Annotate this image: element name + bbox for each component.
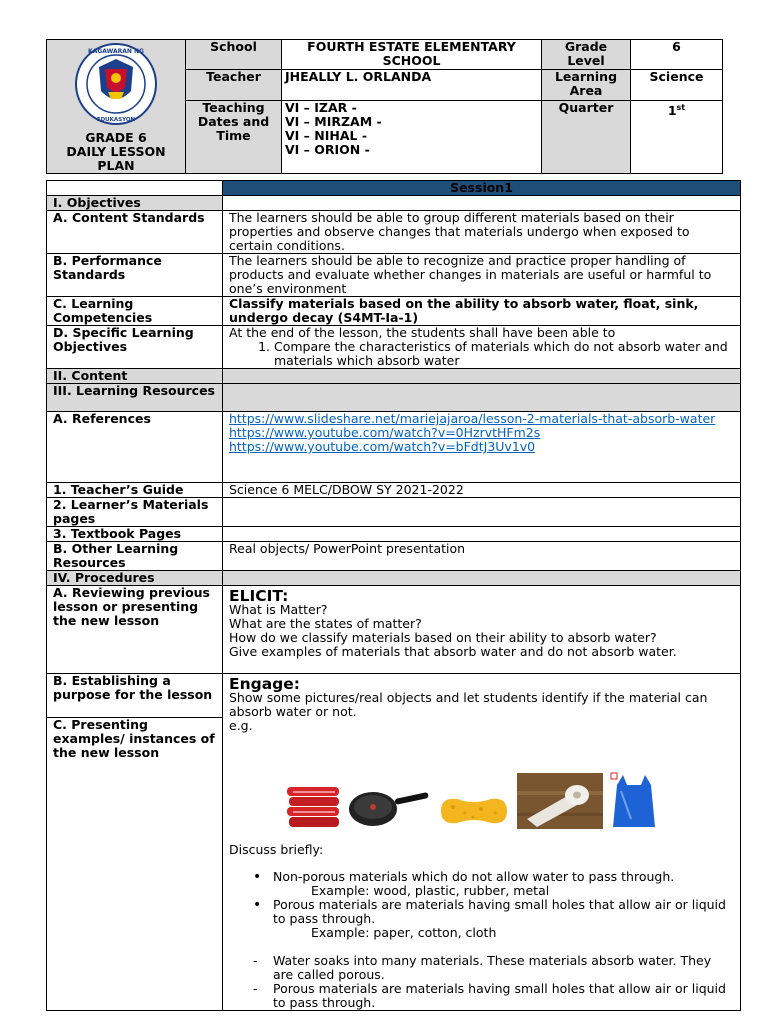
dash-item: - Water soaks into many materials. These materials absorb water. They are called porous. — [273, 954, 734, 982]
presenting-label: C. Presenting examples/ instances of the new lesson — [47, 718, 223, 1011]
quarter-number: 1 — [667, 102, 677, 118]
dash-item: - Porous materials are materials having small holes that allow air or liquid to pass through. — [273, 982, 734, 1010]
procedures-empty — [223, 571, 741, 586]
deped-seal-icon — [75, 43, 157, 125]
specific-objectives-intro: At the end of the lesson, the students shall have been able to — [229, 325, 616, 340]
teachers-guide-text: Science 6 MELC/DBOW SY 2021-2022 — [223, 483, 741, 498]
section-mirzam: VI – MIRZAM - — [285, 113, 382, 129]
dash-list — [229, 954, 734, 1010]
bullet-example: Example: paper, cotton, cloth — [311, 925, 497, 940]
engage-cell — [223, 674, 741, 1011]
teacher-label: Teacher — [186, 70, 282, 100]
specific-objective-item: 1. Compare the characteristics of materials which do not absorb water and materials which absorb water — [274, 340, 734, 368]
resources-empty — [223, 384, 741, 412]
reference-link-slideshare[interactable]: https://www.slideshare.net/mariejajaroa/lesson-2-materials-that-absorb-water — [229, 411, 716, 426]
bullet-example: Example: wood, plastic, rubber, metal — [311, 883, 550, 898]
procedures-heading: IV. Procedures — [47, 571, 223, 586]
sponge-image — [437, 793, 511, 829]
bullet-list — [229, 870, 734, 940]
teacher-value: JHEALLY L. ORLANDA — [282, 70, 542, 100]
school-label: School — [186, 40, 282, 70]
area-value: Science — [631, 70, 723, 100]
plastic-bag-image — [609, 771, 659, 829]
specific-objectives-label: D. Specific Learning Objectives — [47, 326, 223, 369]
tissue-roll-image — [517, 773, 603, 829]
performance-standards-label: B. Performance Standards — [47, 254, 223, 297]
elicit-line: What are the states of matter? — [229, 616, 422, 631]
references-cell — [223, 412, 741, 483]
content-standards-label: A. Content Standards — [47, 211, 223, 254]
school-value: FOURTH ESTATE ELEMENTARY SCHOOL — [282, 40, 542, 70]
bullet-item: • Porous materials are materials having small holes that allow air or liquid to pass through. Example: paper, cotton, cloth — [273, 898, 734, 940]
quarter-label: Quarter — [542, 100, 631, 173]
section-izar: VI – IZAR - — [285, 99, 357, 115]
teachers-guide-label: 1. Teacher’s Guide — [47, 483, 223, 498]
discuss-label: Discuss briefly: — [229, 842, 324, 857]
learners-materials-empty — [223, 498, 741, 527]
quarter-suffix: st — [676, 102, 686, 112]
svg-text:EDUKASYON: EDUKASYON — [96, 117, 136, 123]
other-resources-text: Real objects/ PowerPoint presentation — [223, 542, 741, 571]
title-cell — [47, 40, 186, 174]
reviewing-label: A. Reviewing previous lesson or presenting the new lesson — [47, 586, 223, 674]
competencies-label: C. Learning Competencies — [47, 297, 223, 326]
elicit-line: How do we classify materials based on their ability to absorb water? — [229, 630, 657, 645]
grade-value: 6 — [631, 40, 723, 70]
grade-label: Grade Level — [542, 40, 631, 70]
plan-title: GRADE 6 DAILY LESSON PLAN — [66, 130, 166, 173]
textbook-pages-label: 3. Textbook Pages — [47, 527, 223, 542]
sections-cell — [282, 100, 542, 173]
reference-link-youtube-1[interactable]: https://www.youtube.com/watch?v=0HzrvtHFm2s — [229, 425, 541, 440]
bullet-item: • Non-porous materials which do not allow water to pass through. Example: wood, plastic, rubber, metal — [273, 870, 734, 898]
dates-label: Teaching Dates and Time — [186, 100, 282, 173]
specific-objectives-cell — [223, 326, 741, 369]
specific-objectives-list — [229, 340, 734, 368]
towels-image — [285, 781, 341, 829]
content-heading: II. Content — [47, 369, 223, 384]
section-orion: VI – ORION - — [285, 141, 370, 157]
elicit-line: Give examples of materials that absorb water and do not absorb water. — [229, 644, 677, 659]
textbook-pages-empty — [223, 527, 741, 542]
resources-heading: III. Learning Resources — [47, 384, 223, 412]
eg-label: e.g. — [229, 718, 253, 733]
session-corner — [47, 181, 223, 196]
purpose-label: B. Establishing a purpose for the lesson — [47, 674, 223, 718]
session-header: Session1 — [223, 181, 741, 196]
area-label: Learning Area — [542, 70, 631, 100]
performance-standards-text: The learners should be able to recognize and practice proper handling of products and evaluate whether changes in materials are useful or harmful to one’s environment — [223, 254, 741, 297]
elicit-line: What is Matter? — [229, 602, 328, 617]
elicit-title: ELICIT: — [229, 587, 289, 605]
objectives-empty — [223, 196, 741, 211]
lesson-plan-table — [46, 180, 741, 1011]
content-empty — [223, 369, 741, 384]
other-resources-label: B. Other Learning Resources — [47, 542, 223, 571]
svg-text:KAGAWARAN NG: KAGAWARAN NG — [88, 48, 144, 55]
elicit-cell — [223, 586, 741, 674]
competencies-text: Classify materials based on the ability to absorb water, float, sink, undergo decay (S4MT-Ia-1) — [223, 297, 741, 326]
example-images — [285, 759, 734, 829]
header-table — [46, 39, 723, 174]
reference-link-youtube-2[interactable]: https://www.youtube.com/watch?v=bFdtJ3Uv1v0 — [229, 439, 536, 454]
quarter-value — [631, 100, 723, 173]
references-label: A. References — [47, 412, 223, 483]
engage-text: Show some pictures/real objects and let students identify if the material can absorb water or not. — [229, 690, 708, 719]
engage-title: Engage: — [229, 675, 300, 693]
content-standards-text: The learners should be able to group different materials based on their properties and observe changes that materials undergo when exposed to certain conditions. — [223, 211, 741, 254]
frying-pan-image — [347, 785, 431, 829]
learners-materials-label: 2. Learner’s Materials pages — [47, 498, 223, 527]
objectives-heading: I. Objectives — [47, 196, 223, 211]
section-nihal: VI – NIHAL - — [285, 127, 368, 143]
